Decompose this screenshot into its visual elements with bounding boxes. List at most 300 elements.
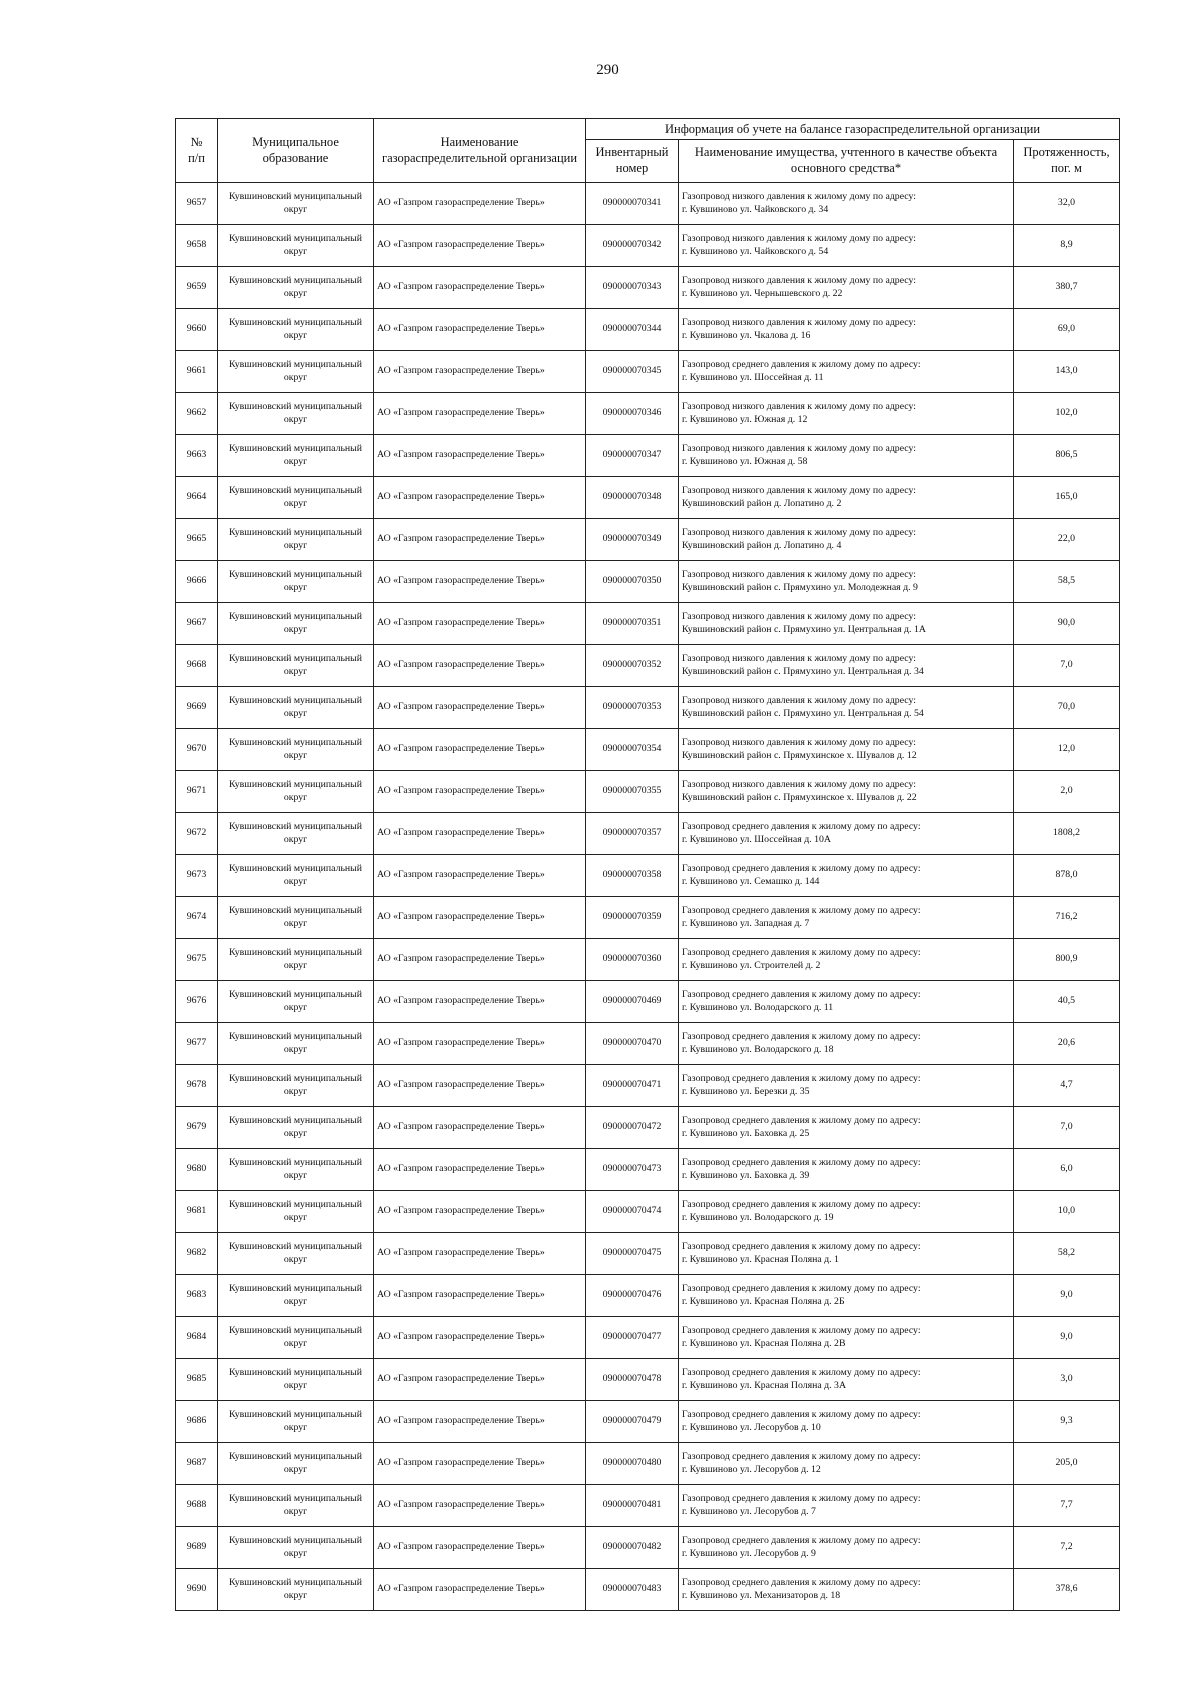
length-cell: 9,3 [1014, 1401, 1120, 1443]
row-number: 9671 [176, 771, 218, 813]
inventory-number-cell: 090000070345 [586, 351, 679, 393]
municipality-cell: Кувшиновский муниципальный округ [218, 1107, 374, 1149]
row-number: 9679 [176, 1107, 218, 1149]
row-number: 9682 [176, 1233, 218, 1275]
property-name-cell [679, 1401, 1014, 1443]
property-name-cell [679, 1023, 1014, 1065]
inventory-number-cell: 090000070353 [586, 687, 679, 729]
organization-cell: АО «Газпром газораспределение Тверь» [374, 729, 586, 771]
municipality-cell: Кувшиновский муниципальный округ [218, 1233, 374, 1275]
row-number: 9678 [176, 1065, 218, 1107]
table-row [176, 267, 1120, 309]
organization-cell: АО «Газпром газораспределение Тверь» [374, 939, 586, 981]
length-cell: 7,2 [1014, 1527, 1120, 1569]
property-name-line-2: г. Кувшиново ул. Красная Поляна д. 2В [682, 1337, 846, 1349]
inventory-number-cell: 090000070483 [586, 1569, 679, 1611]
table-row [176, 561, 1120, 603]
property-name-line-1: Газопровод среднего давления к жилому дому по адресу: [682, 1030, 921, 1042]
length-cell: 90,0 [1014, 603, 1120, 645]
property-name-cell [679, 1191, 1014, 1233]
table-row [176, 897, 1120, 939]
inventory-number-cell: 090000070343 [586, 267, 679, 309]
property-name-line-1: Газопровод среднего давления к жилому дому по адресу: [682, 1198, 921, 1210]
property-name-line-1: Газопровод низкого давления к жилому дому по адресу: [682, 778, 917, 790]
organization-cell: АО «Газпром газораспределение Тверь» [374, 309, 586, 351]
row-number: 9683 [176, 1275, 218, 1317]
length-cell: 806,5 [1014, 435, 1120, 477]
property-name-cell [679, 1527, 1014, 1569]
table-row [176, 309, 1120, 351]
organization-cell: АО «Газпром газораспределение Тверь» [374, 1233, 586, 1275]
property-name-line-2: г. Кувшиново ул. Лесорубов д. 10 [682, 1421, 821, 1433]
property-name-cell [679, 1107, 1014, 1149]
property-name-line-1: Газопровод низкого давления к жилому дому по адресу: [682, 526, 917, 538]
table-row [176, 1317, 1120, 1359]
header-length: Протяженность, пог. м [1014, 140, 1120, 183]
property-name-cell [679, 393, 1014, 435]
length-cell: 1808,2 [1014, 813, 1120, 855]
property-name-cell [679, 1233, 1014, 1275]
municipality-cell: Кувшиновский муниципальный округ [218, 477, 374, 519]
property-name-line-1: Газопровод низкого давления к жилому дому по адресу: [682, 736, 917, 748]
municipality-cell: Кувшиновский муниципальный округ [218, 771, 374, 813]
property-name-cell [679, 1149, 1014, 1191]
property-name-cell [679, 1317, 1014, 1359]
inventory-number-cell: 090000070352 [586, 645, 679, 687]
inventory-number-cell: 090000070481 [586, 1485, 679, 1527]
property-name-line-2: г. Кувшиново ул. Механизаторов д. 18 [682, 1589, 841, 1601]
property-name-cell [679, 603, 1014, 645]
organization-cell: АО «Газпром газораспределение Тверь» [374, 897, 586, 939]
row-number: 9686 [176, 1401, 218, 1443]
property-name-cell [679, 1569, 1014, 1611]
property-name-cell [679, 561, 1014, 603]
property-name-line-2: г. Кувшиново ул. Лесорубов д. 12 [682, 1463, 821, 1475]
property-name-line-1: Газопровод среднего давления к жилому дому по адресу: [682, 1324, 921, 1336]
row-number: 9685 [176, 1359, 218, 1401]
length-cell: 716,2 [1014, 897, 1120, 939]
table-row [176, 1065, 1120, 1107]
length-cell: 58,5 [1014, 561, 1120, 603]
row-number: 9676 [176, 981, 218, 1023]
row-number: 9684 [176, 1317, 218, 1359]
property-name-line-1: Газопровод среднего давления к жилому дому по адресу: [682, 946, 921, 958]
organization-cell: АО «Газпром газораспределение Тверь» [374, 1317, 586, 1359]
inventory-number-cell: 090000070482 [586, 1527, 679, 1569]
municipality-cell: Кувшиновский муниципальный округ [218, 435, 374, 477]
table-body [176, 183, 1120, 1611]
property-name-line-1: Газопровод среднего давления к жилому дому по адресу: [682, 862, 921, 874]
header-property-name: Наименование имущества, учтенного в качестве объекта основного средства* [679, 140, 1014, 183]
table-row [176, 729, 1120, 771]
property-name-line-1: Газопровод среднего давления к жилому дому по адресу: [682, 1366, 921, 1378]
organization-cell: АО «Газпром газораспределение Тверь» [374, 1065, 586, 1107]
header-num: № п/п [176, 119, 218, 183]
municipality-cell: Кувшиновский муниципальный округ [218, 1191, 374, 1233]
row-number: 9690 [176, 1569, 218, 1611]
organization-cell: АО «Газпром газораспределение Тверь» [374, 813, 586, 855]
table-row [176, 435, 1120, 477]
row-number: 9667 [176, 603, 218, 645]
inventory-number-cell: 090000070479 [586, 1401, 679, 1443]
table-row [176, 393, 1120, 435]
municipality-cell: Кувшиновский муниципальный округ [218, 1569, 374, 1611]
row-number: 9665 [176, 519, 218, 561]
inventory-number-cell: 090000070347 [586, 435, 679, 477]
property-name-line-1: Газопровод среднего давления к жилому дому по адресу: [682, 988, 921, 1000]
table-row [176, 477, 1120, 519]
property-name-line-1: Газопровод низкого давления к жилому дому по адресу: [682, 568, 917, 580]
property-name-line-2: Кувшиновский район с. Прямухино ул. Центральная д. 1А [682, 623, 926, 635]
inventory-number-cell: 090000070472 [586, 1107, 679, 1149]
length-cell: 12,0 [1014, 729, 1120, 771]
row-number: 9666 [176, 561, 218, 603]
length-cell: 20,6 [1014, 1023, 1120, 1065]
property-name-line-2: г. Кувшиново ул. Березки д. 35 [682, 1085, 810, 1097]
property-name-line-2: Кувшиновский район с. Прямухино ул. Молодежная д. 9 [682, 581, 918, 593]
municipality-cell: Кувшиновский муниципальный округ [218, 309, 374, 351]
property-name-line-1: Газопровод среднего давления к жилому дому по адресу: [682, 820, 921, 832]
inventory-number-cell: 090000070344 [586, 309, 679, 351]
table-row [176, 855, 1120, 897]
property-name-line-1: Газопровод низкого давления к жилому дому по адресу: [682, 274, 917, 286]
municipality-cell: Кувшиновский муниципальный округ [218, 1149, 374, 1191]
property-name-line-2: Кувшиновский район д. Лопатино д. 2 [682, 497, 842, 509]
row-number: 9689 [176, 1527, 218, 1569]
municipality-cell: Кувшиновский муниципальный округ [218, 1065, 374, 1107]
length-cell: 2,0 [1014, 771, 1120, 813]
property-name-line-2: г. Кувшиново ул. Строителей д. 2 [682, 959, 821, 971]
property-name-cell [679, 897, 1014, 939]
length-cell: 7,7 [1014, 1485, 1120, 1527]
row-number: 9680 [176, 1149, 218, 1191]
row-number: 9662 [176, 393, 218, 435]
municipality-cell: Кувшиновский муниципальный округ [218, 939, 374, 981]
inventory-number-cell: 090000070476 [586, 1275, 679, 1317]
property-name-line-2: г. Кувшиново ул. Южная д. 58 [682, 455, 808, 467]
length-cell: 800,9 [1014, 939, 1120, 981]
length-cell: 3,0 [1014, 1359, 1120, 1401]
municipality-cell: Кувшиновский муниципальный округ [218, 519, 374, 561]
length-cell: 40,5 [1014, 981, 1120, 1023]
inventory-number-cell: 090000070357 [586, 813, 679, 855]
inventory-number-cell: 090000070355 [586, 771, 679, 813]
property-name-line-1: Газопровод низкого давления к жилому дому по адресу: [682, 316, 917, 328]
length-cell: 4,7 [1014, 1065, 1120, 1107]
municipality-cell: Кувшиновский муниципальный округ [218, 183, 374, 225]
inventory-number-cell: 090000070475 [586, 1233, 679, 1275]
property-name-line-1: Газопровод среднего давления к жилому дому по адресу: [682, 1576, 921, 1588]
property-name-line-2: г. Кувшиново ул. Баховка д. 25 [682, 1127, 810, 1139]
inventory-number-cell: 090000070470 [586, 1023, 679, 1065]
table-row [176, 1107, 1120, 1149]
property-name-line-2: Кувшиновский район д. Лопатино д. 4 [682, 539, 842, 551]
municipality-cell: Кувшиновский муниципальный округ [218, 855, 374, 897]
organization-cell: АО «Газпром газораспределение Тверь» [374, 1023, 586, 1065]
property-name-cell [679, 687, 1014, 729]
municipality-cell: Кувшиновский муниципальный округ [218, 393, 374, 435]
property-name-line-2: г. Кувшиново ул. Чайковского д. 54 [682, 245, 829, 257]
property-name-line-1: Газопровод низкого давления к жилому дому по адресу: [682, 484, 917, 496]
length-cell: 143,0 [1014, 351, 1120, 393]
municipality-cell: Кувшиновский муниципальный округ [218, 561, 374, 603]
table-row [176, 771, 1120, 813]
header-organization: Наименование газораспределительной организации [374, 119, 586, 183]
municipality-cell: Кувшиновский муниципальный округ [218, 1401, 374, 1443]
municipality-cell: Кувшиновский муниципальный округ [218, 1317, 374, 1359]
property-name-line-1: Газопровод среднего давления к жилому дому по адресу: [682, 1408, 921, 1420]
inventory-number-cell: 090000070354 [586, 729, 679, 771]
row-number: 9674 [176, 897, 218, 939]
row-number: 9670 [176, 729, 218, 771]
organization-cell: АО «Газпром газораспределение Тверь» [374, 1107, 586, 1149]
inventory-number-cell: 090000070469 [586, 981, 679, 1023]
property-name-line-2: г. Кувшиново ул. Володарского д. 19 [682, 1211, 834, 1223]
property-name-cell [679, 183, 1014, 225]
municipality-cell: Кувшиновский муниципальный округ [218, 687, 374, 729]
length-cell: 9,0 [1014, 1275, 1120, 1317]
property-name-cell [679, 1443, 1014, 1485]
table-row [176, 1191, 1120, 1233]
property-name-line-2: Кувшиновский район с. Прямухино ул. Центральная д. 34 [682, 665, 924, 677]
property-name-cell [679, 981, 1014, 1023]
inventory-number-cell: 090000070480 [586, 1443, 679, 1485]
table-row [176, 1023, 1120, 1065]
property-name-line-2: г. Кувшиново ул. Семашко д. 144 [682, 875, 820, 887]
table-row [176, 1569, 1120, 1611]
row-number: 9658 [176, 225, 218, 267]
municipality-cell: Кувшиновский муниципальный округ [218, 897, 374, 939]
table-row [176, 645, 1120, 687]
length-cell: 69,0 [1014, 309, 1120, 351]
property-name-line-2: г. Кувшиново ул. Красная Поляна д. 2Б [682, 1295, 845, 1307]
length-cell: 102,0 [1014, 393, 1120, 435]
row-number: 9663 [176, 435, 218, 477]
municipality-cell: Кувшиновский муниципальный округ [218, 1443, 374, 1485]
property-name-line-2: Кувшиновский район с. Прямухинское х. Шувалов д. 22 [682, 791, 917, 803]
organization-cell: АО «Газпром газораспределение Тверь» [374, 1443, 586, 1485]
property-name-line-2: г. Кувшиново ул. Красная Поляна д. 3А [682, 1379, 847, 1391]
municipality-cell: Кувшиновский муниципальный округ [218, 267, 374, 309]
property-name-line-1: Газопровод низкого давления к жилому дому по адресу: [682, 610, 917, 622]
length-cell: 6,0 [1014, 1149, 1120, 1191]
organization-cell: АО «Газпром газораспределение Тверь» [374, 1149, 586, 1191]
municipality-cell: Кувшиновский муниципальный округ [218, 225, 374, 267]
length-cell: 878,0 [1014, 855, 1120, 897]
property-name-line-1: Газопровод низкого давления к жилому дому по адресу: [682, 190, 917, 202]
organization-cell: АО «Газпром газораспределение Тверь» [374, 1401, 586, 1443]
organization-cell: АО «Газпром газораспределение Тверь» [374, 519, 586, 561]
table-row [176, 1275, 1120, 1317]
organization-cell: АО «Газпром газораспределение Тверь» [374, 267, 586, 309]
property-name-line-1: Газопровод среднего давления к жилому дому по адресу: [682, 1240, 921, 1252]
length-cell: 165,0 [1014, 477, 1120, 519]
table-row [176, 1443, 1120, 1485]
organization-cell: АО «Газпром газораспределение Тверь» [374, 1359, 586, 1401]
length-cell: 58,2 [1014, 1233, 1120, 1275]
property-name-line-2: г. Кувшиново ул. Красная Поляна д. 1 [682, 1253, 839, 1265]
organization-cell: АО «Газпром газораспределение Тверь» [374, 351, 586, 393]
inventory-number-cell: 090000070349 [586, 519, 679, 561]
inventory-number-cell: 090000070471 [586, 1065, 679, 1107]
property-name-line-2: г. Кувшиново ул. Чкалова д. 16 [682, 329, 811, 341]
inventory-number-cell: 090000070350 [586, 561, 679, 603]
property-name-cell [679, 1275, 1014, 1317]
row-number: 9673 [176, 855, 218, 897]
inventory-number-cell: 090000070360 [586, 939, 679, 981]
property-name-cell [679, 435, 1014, 477]
header-municipality: Муниципальное образование [218, 119, 374, 183]
property-name-line-1: Газопровод среднего давления к жилому дому по адресу: [682, 1492, 921, 1504]
property-name-line-1: Газопровод среднего давления к жилому дому по адресу: [682, 1534, 921, 1546]
table-row [176, 519, 1120, 561]
property-name-line-2: г. Кувшиново ул. Чайковского д. 34 [682, 203, 829, 215]
property-name-line-1: Газопровод среднего давления к жилому дому по адресу: [682, 1450, 921, 1462]
inventory-number-cell: 090000070341 [586, 183, 679, 225]
property-name-cell [679, 855, 1014, 897]
inventory-number-cell: 090000070342 [586, 225, 679, 267]
property-name-line-2: г. Кувшиново ул. Баховка д. 39 [682, 1169, 810, 1181]
length-cell: 9,0 [1014, 1317, 1120, 1359]
municipality-cell: Кувшиновский муниципальный округ [218, 1485, 374, 1527]
length-cell: 22,0 [1014, 519, 1120, 561]
property-name-line-1: Газопровод среднего давления к жилому дому по адресу: [682, 1114, 921, 1126]
header-info-group: Информация об учете на балансе газораспределительной организации [586, 119, 1120, 140]
property-name-line-2: г. Кувшиново ул. Чернышевского д. 22 [682, 287, 843, 299]
row-number: 9677 [176, 1023, 218, 1065]
municipality-cell: Кувшиновский муниципальный округ [218, 981, 374, 1023]
property-name-line-2: г. Кувшиново ул. Лесорубов д. 9 [682, 1547, 816, 1559]
property-name-cell [679, 645, 1014, 687]
property-name-line-2: г. Кувшиново ул. Южная д. 12 [682, 413, 808, 425]
inventory-number-cell: 090000070346 [586, 393, 679, 435]
length-cell: 7,0 [1014, 645, 1120, 687]
table-row [176, 1359, 1120, 1401]
table-row [176, 939, 1120, 981]
municipality-cell: Кувшиновский муниципальный округ [218, 729, 374, 771]
length-cell: 70,0 [1014, 687, 1120, 729]
property-name-line-2: Кувшиновский район с. Прямухино ул. Центральная д. 54 [682, 707, 924, 719]
property-name-cell [679, 1065, 1014, 1107]
organization-cell: АО «Газпром газораспределение Тверь» [374, 435, 586, 477]
property-name-cell [679, 519, 1014, 561]
length-cell: 32,0 [1014, 183, 1120, 225]
property-name-line-1: Газопровод среднего давления к жилому дому по адресу: [682, 1156, 921, 1168]
property-name-cell [679, 939, 1014, 981]
property-name-line-1: Газопровод среднего давления к жилому дому по адресу: [682, 904, 921, 916]
property-name-line-2: г. Кувшиново ул. Володарского д. 11 [682, 1001, 834, 1013]
row-number: 9657 [176, 183, 218, 225]
property-name-cell [679, 477, 1014, 519]
row-number: 9668 [176, 645, 218, 687]
property-name-cell [679, 267, 1014, 309]
table-row [176, 981, 1120, 1023]
organization-cell: АО «Газпром газораспределение Тверь» [374, 225, 586, 267]
municipality-cell: Кувшиновский муниципальный округ [218, 1023, 374, 1065]
organization-cell: АО «Газпром газораспределение Тверь» [374, 477, 586, 519]
property-name-line-1: Газопровод низкого давления к жилому дому по адресу: [682, 442, 917, 454]
property-name-cell [679, 771, 1014, 813]
municipality-cell: Кувшиновский муниципальный округ [218, 1359, 374, 1401]
inventory-number-cell: 090000070359 [586, 897, 679, 939]
organization-cell: АО «Газпром газораспределение Тверь» [374, 981, 586, 1023]
table-row [176, 1527, 1120, 1569]
table-row [176, 225, 1120, 267]
length-cell: 205,0 [1014, 1443, 1120, 1485]
organization-cell: АО «Газпром газораспределение Тверь» [374, 1191, 586, 1233]
property-name-cell [679, 729, 1014, 771]
organization-cell: АО «Газпром газораспределение Тверь» [374, 771, 586, 813]
table-row [176, 183, 1120, 225]
municipality-cell: Кувшиновский муниципальный округ [218, 645, 374, 687]
organization-cell: АО «Газпром газораспределение Тверь» [374, 393, 586, 435]
inventory-number-cell: 090000070473 [586, 1149, 679, 1191]
property-name-line-1: Газопровод низкого давления к жилому дому по адресу: [682, 694, 917, 706]
row-number: 9672 [176, 813, 218, 855]
row-number: 9675 [176, 939, 218, 981]
inventory-number-cell: 090000070474 [586, 1191, 679, 1233]
row-number: 9661 [176, 351, 218, 393]
page-number: 290 [596, 62, 619, 78]
property-name-cell [679, 1359, 1014, 1401]
property-name-line-2: г. Кувшиново ул. Лесорубов д. 7 [682, 1505, 816, 1517]
organization-cell: АО «Газпром газораспределение Тверь» [374, 561, 586, 603]
row-number: 9660 [176, 309, 218, 351]
inventory-number-cell: 090000070477 [586, 1317, 679, 1359]
inventory-number-cell: 090000070348 [586, 477, 679, 519]
row-number: 9669 [176, 687, 218, 729]
header-inventory: Инвентарный номер [586, 140, 679, 183]
property-name-line-2: г. Кувшиново ул. Володарского д. 18 [682, 1043, 834, 1055]
table-row [176, 1485, 1120, 1527]
organization-cell: АО «Газпром газораспределение Тверь» [374, 1485, 586, 1527]
row-number: 9664 [176, 477, 218, 519]
organization-cell: АО «Газпром газораспределение Тверь» [374, 855, 586, 897]
property-name-line-1: Газопровод среднего давления к жилому дому по адресу: [682, 1282, 921, 1294]
organization-cell: АО «Газпром газораспределение Тверь» [374, 603, 586, 645]
municipality-cell: Кувшиновский муниципальный округ [218, 1527, 374, 1569]
length-cell: 378,6 [1014, 1569, 1120, 1611]
property-name-line-2: г. Кувшиново ул. Шоссейная д. 11 [682, 371, 824, 383]
property-name-line-2: г. Кувшиново ул. Шоссейная д. 10А [682, 833, 831, 845]
property-name-line-2: Кувшиновский район с. Прямухинское х. Шувалов д. 12 [682, 749, 917, 761]
municipality-cell: Кувшиновский муниципальный округ [218, 1275, 374, 1317]
property-name-line-1: Газопровод низкого давления к жилому дому по адресу: [682, 652, 917, 664]
property-name-cell [679, 309, 1014, 351]
property-register-table [175, 118, 1120, 1611]
row-number: 9681 [176, 1191, 218, 1233]
organization-cell: АО «Газпром газораспределение Тверь» [374, 1569, 586, 1611]
length-cell: 8,9 [1014, 225, 1120, 267]
row-number: 9687 [176, 1443, 218, 1485]
table-row [176, 813, 1120, 855]
table-row [176, 351, 1120, 393]
property-name-line-1: Газопровод низкого давления к жилому дому по адресу: [682, 400, 917, 412]
length-cell: 10,0 [1014, 1191, 1120, 1233]
organization-cell: АО «Газпром газораспределение Тверь» [374, 687, 586, 729]
row-number: 9688 [176, 1485, 218, 1527]
organization-cell: АО «Газпром газораспределение Тверь» [374, 645, 586, 687]
property-name-cell [679, 225, 1014, 267]
municipality-cell: Кувшиновский муниципальный округ [218, 351, 374, 393]
length-cell: 380,7 [1014, 267, 1120, 309]
municipality-cell: Кувшиновский муниципальный округ [218, 813, 374, 855]
municipality-cell: Кувшиновский муниципальный округ [218, 603, 374, 645]
organization-cell: АО «Газпром газораспределение Тверь» [374, 1527, 586, 1569]
table-row [176, 1401, 1120, 1443]
table-row [176, 603, 1120, 645]
property-name-line-1: Газопровод среднего давления к жилому дому по адресу: [682, 1072, 921, 1084]
